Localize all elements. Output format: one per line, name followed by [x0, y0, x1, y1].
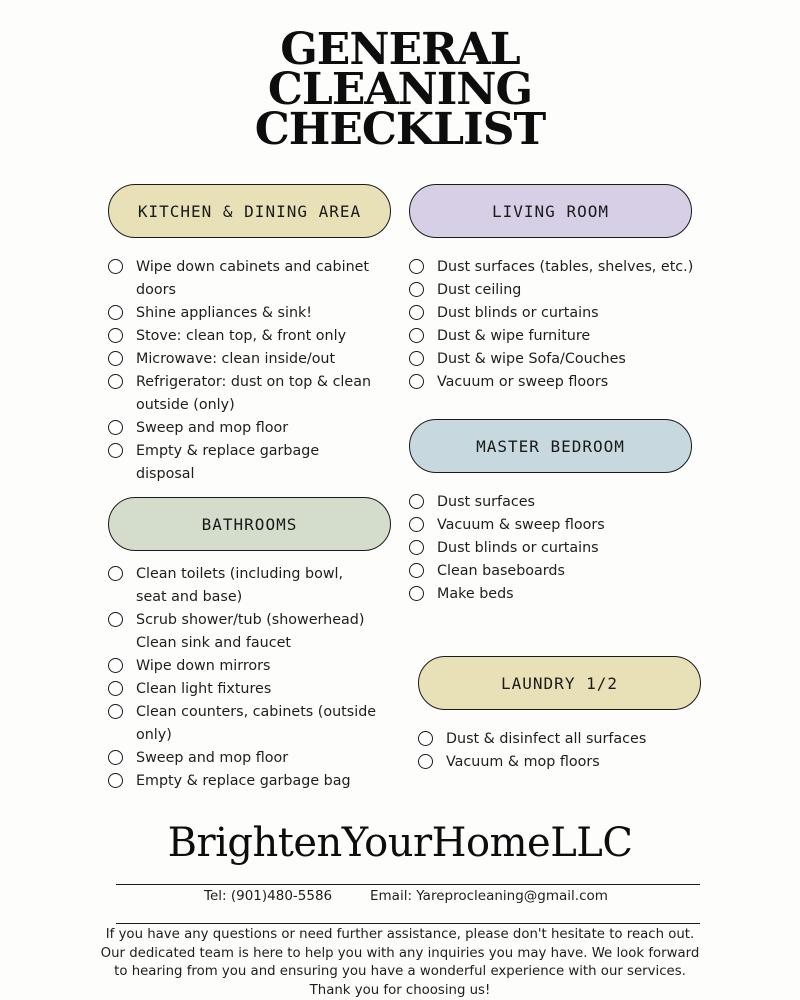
checklist-item [108, 678, 378, 701]
checklist-item-text: Sweep and mop floor [136, 750, 289, 766]
checklist-item-text: Dust & wipe Sofa/Couches [437, 351, 626, 367]
kitchen-heading: KITCHEN & DINING AREA [108, 184, 391, 238]
checkbox-circle[interactable] [409, 351, 424, 366]
bottom-divider [116, 923, 700, 924]
checklist-item [418, 751, 708, 774]
brand-name: BrightenYourHomeLLC [167, 820, 633, 866]
checklist-item [409, 491, 699, 514]
checklist-item [409, 302, 709, 325]
checklist-item [409, 560, 699, 583]
bathrooms-checklist [108, 563, 378, 793]
living-room-checklist [409, 256, 709, 394]
checklist-item [409, 256, 709, 279]
checkbox-circle[interactable] [108, 443, 123, 458]
checklist-item-text: Empty & replace garbage bag [136, 773, 351, 789]
checklist-item [108, 348, 378, 371]
laundry-checklist [418, 728, 708, 774]
checkbox-circle[interactable] [108, 328, 123, 343]
checklist-item-text: Microwave: clean inside/out [136, 351, 336, 367]
checklist-item-text: Dust surfaces (tables, shelves, etc.) [437, 259, 694, 275]
phone-text: Tel: (901)480-5586 [204, 888, 333, 904]
checklist-item [108, 325, 378, 348]
checkbox-circle[interactable] [409, 328, 424, 343]
living-room-heading: LIVING ROOM [409, 184, 692, 238]
checklist-item-text: Clean toilets (including bowl, seat and base) [136, 566, 344, 605]
checklist-item [108, 655, 378, 678]
checklist-item-text: Wipe down cabinets and cabinet doors [136, 259, 370, 298]
checklist-item [108, 701, 378, 747]
checklist-item-text: Make beds [437, 586, 514, 602]
checklist-item [409, 583, 699, 606]
checkbox-circle[interactable] [108, 420, 123, 435]
checkbox-circle[interactable] [108, 658, 123, 673]
checklist-item [418, 728, 708, 751]
title-line-2: CLEANING [267, 64, 533, 115]
checkbox-circle[interactable] [108, 704, 123, 719]
checklist-item-text: Empty & replace garbage disposal [136, 443, 320, 482]
checkbox-circle[interactable] [409, 540, 424, 555]
checklist-item [409, 371, 709, 394]
footer-line-1: If you have any questions or need further assistance, please don't hesitate to reach out. [105, 927, 695, 942]
bathrooms-heading: BATHROOMS [108, 497, 391, 551]
checklist-item [108, 302, 378, 325]
footer-line-4: Thank you for choosing us! [309, 982, 491, 998]
checklist-item-text: Dust blinds or curtains [437, 305, 599, 321]
checklist-item-text: Wipe down mirrors [136, 658, 271, 674]
checklist-item [409, 325, 709, 348]
checkbox-circle[interactable] [108, 681, 123, 696]
laundry-heading: LAUNDRY 1/2 [418, 656, 701, 710]
footer-line-3: to hearing from you and ensuring you have a wonderful experience with our services. [114, 964, 686, 979]
master-bedroom-heading: MASTER BEDROOM [409, 419, 692, 473]
checkbox-circle[interactable] [108, 750, 123, 765]
checkbox-circle[interactable] [108, 566, 123, 581]
checkbox-circle[interactable] [108, 374, 123, 389]
checklist-item-text: Sweep and mop floor [136, 420, 289, 436]
footer-line-2: Our dedicated team is here to help you with any inquiries you may have. We look forward [100, 945, 700, 961]
checklist-item-text: Dust surfaces [437, 494, 535, 510]
checklist-item [108, 563, 378, 609]
checklist-item-text: Clean counters, cabinets (outside only) [136, 704, 377, 743]
checklist-item [108, 440, 378, 486]
checklist-item [108, 371, 378, 417]
checklist-item-text: Vacuum & sweep floors [437, 517, 605, 533]
kitchen-checklist [108, 256, 378, 486]
email-text: Email: Yareprocleaning@gmail.com [370, 888, 608, 904]
checklist-item [108, 256, 378, 302]
master-bedroom-checklist [409, 491, 699, 606]
checklist-item-text: Vacuum & mop floors [446, 754, 600, 770]
checklist-item-text: Dust & disinfect all surfaces [446, 731, 647, 747]
checkbox-circle[interactable] [409, 282, 424, 297]
checkbox-circle[interactable] [418, 731, 433, 746]
checkbox-circle[interactable] [108, 612, 123, 627]
page-title [0, 24, 800, 155]
title-line-1: GENERAL [280, 24, 520, 75]
checkbox-circle[interactable] [409, 305, 424, 320]
checklist-item [409, 348, 709, 371]
checklist-item [409, 537, 699, 560]
footer-message [40, 926, 760, 1000]
checkbox-circle[interactable] [409, 586, 424, 601]
checklist-item-text: Stove: clean top, & front only [136, 328, 347, 344]
checklist-item [409, 514, 699, 537]
checklist-item-text: Scrub shower/tub (showerhead) Clean sink and faucet [136, 612, 365, 651]
checklist-item-text: Clean light fixtures [136, 681, 272, 697]
checkbox-circle[interactable] [108, 259, 123, 274]
checkbox-circle[interactable] [108, 351, 123, 366]
checklist-item [108, 417, 378, 440]
checklist-item-text: Shine appliances & sink! [136, 305, 313, 321]
checkbox-circle[interactable] [418, 754, 433, 769]
checklist-item [108, 770, 378, 793]
checklist-item [409, 279, 709, 302]
checkbox-circle[interactable] [409, 259, 424, 274]
checklist-item-text: Clean baseboards [437, 563, 565, 579]
checklist-item-text: Dust blinds or curtains [437, 540, 599, 556]
top-divider [116, 884, 700, 885]
checklist-item-text: Vacuum or sweep floors [437, 374, 609, 390]
checklist-item [108, 747, 378, 770]
checklist-item-text: Dust & wipe furniture [437, 328, 591, 344]
checkbox-circle[interactable] [409, 374, 424, 389]
checkbox-circle[interactable] [409, 517, 424, 532]
title-line-3: CHECKLIST [254, 104, 546, 155]
checkbox-circle[interactable] [409, 563, 424, 578]
checkbox-circle[interactable] [409, 494, 424, 509]
checklist-item-text: Dust ceiling [437, 282, 522, 298]
checkbox-circle[interactable] [108, 773, 123, 788]
checklist-item [108, 609, 378, 655]
checklist-item-text: Refrigerator: dust on top & clean outside (only) [136, 374, 372, 413]
checkbox-circle[interactable] [108, 305, 123, 320]
